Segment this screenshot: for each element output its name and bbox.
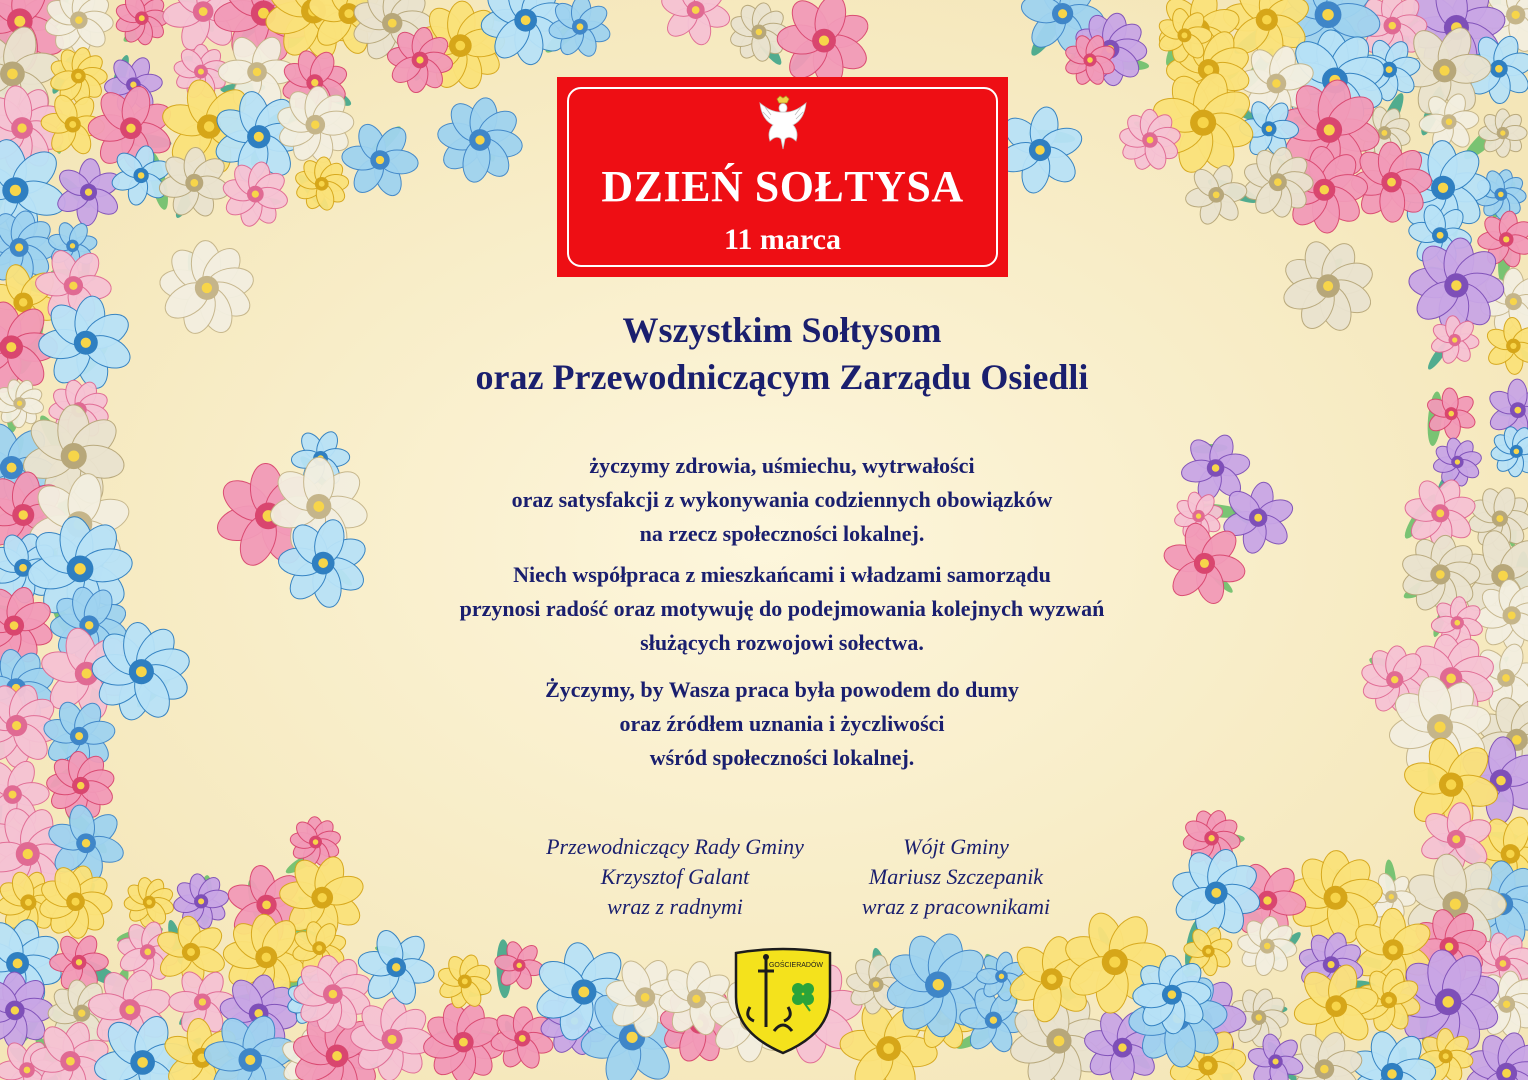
- wish-line: przynosi radość oraz motywuję do podejmowania kolejnych wyzwań: [459, 596, 1105, 621]
- wish-line: na rzecz społeczności lokalnej.: [639, 521, 925, 546]
- wish-line: służących rozwojowi sołectwa.: [640, 630, 924, 655]
- signature-council-chair: [490, 832, 860, 922]
- polish-eagle-icon: [757, 95, 809, 151]
- sign-title: DZIEŃ SOŁTYSA: [601, 162, 964, 211]
- wish-line: życzymy zdrowia, uśmiechu, wytrwałości: [589, 453, 975, 478]
- wish-line: Życzymy, by Wasza praca była powodem do dumy: [545, 677, 1019, 702]
- wish-line: oraz satysfakcji z wykonywania codziennych obowiązków: [511, 487, 1053, 512]
- wish-line: oraz źródłem uznania i życzliwości: [619, 711, 945, 736]
- signature-mayor: [806, 832, 1106, 922]
- signature-role: Przewodniczący Rady Gminy: [546, 834, 804, 859]
- coat-of-arms-icon: [726, 945, 840, 1057]
- heading-line-1: Wszystkim Sołtysom: [622, 310, 942, 350]
- sign-date: 11 marca: [724, 223, 841, 256]
- wishes-paragraph-1: [300, 449, 1264, 551]
- signature-name: Mariusz Szczepanik: [868, 864, 1044, 889]
- title-sign: [557, 77, 1008, 277]
- wish-line: wśród społeczności lokalnej.: [649, 745, 915, 770]
- signature-role: Wójt Gminy: [903, 834, 1009, 859]
- flower-decoration: [1132, 955, 1211, 1034]
- heading-line-2: oraz Przewodniczącym Zarządu Osiedli: [475, 357, 1089, 397]
- wishes-paragraph-3: [300, 673, 1264, 775]
- signature-name: Krzysztof Galant: [600, 864, 750, 889]
- greeting-heading: [300, 307, 1264, 401]
- wishes-paragraph-2: [300, 558, 1264, 660]
- signature-note: wraz z radnymi: [607, 894, 743, 919]
- wish-line: Niech współpraca z mieszkańcami i władzami samorządu: [513, 562, 1051, 587]
- crest-label: GOŚCIERADÓW: [768, 962, 824, 969]
- signature-note: wraz z pracownikami: [861, 894, 1051, 919]
- flower-decoration: [1479, 109, 1527, 157]
